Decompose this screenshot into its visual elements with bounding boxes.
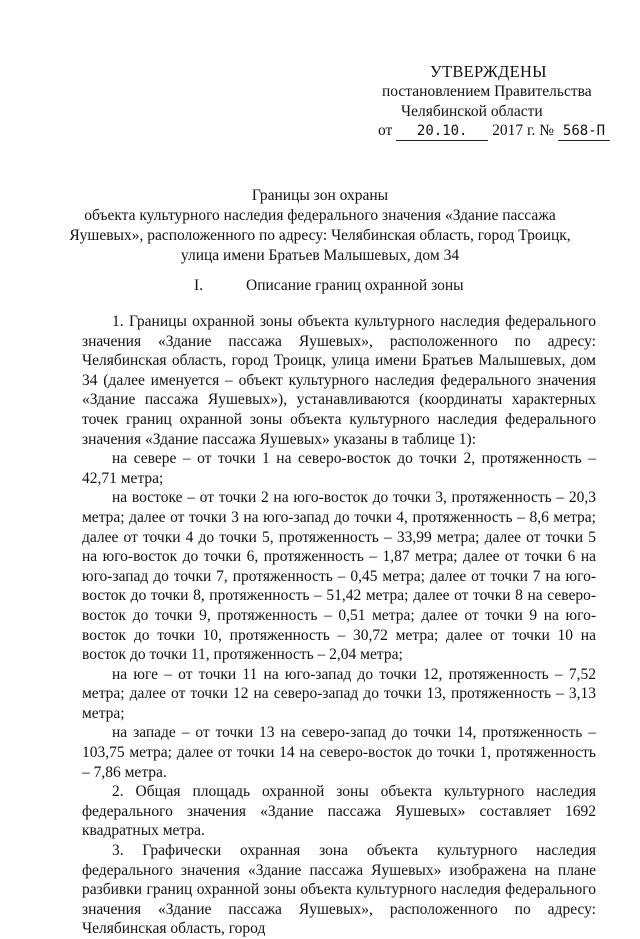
- approval-region-line: Челябинской области: [401, 103, 543, 120]
- date-prefix: от: [378, 122, 393, 139]
- year-text: 2017 г. №: [492, 122, 555, 139]
- approval-heading: УТВЕРЖДЕНЫ: [430, 62, 547, 81]
- approval-date-line: [378, 121, 610, 141]
- title-line-4: улица имени Братьев Малышевых, дом 34: [180, 247, 460, 264]
- document-title: [0, 186, 640, 266]
- date-value: 20.10.: [396, 123, 488, 141]
- title-line-2: объекта культурного наследия федерального значения «Здание пассажа: [84, 207, 556, 224]
- paragraph-west: на западе – от точки 13 на северо-запад до точки 14, протяженность – 103,75 метра; далее от точки 14 на северо-восток до точки 1, протяженность – 7,86 метра.: [82, 724, 596, 781]
- section-title: Описание границ охранной зоны: [246, 277, 464, 294]
- document-body: [82, 302, 596, 939]
- approval-issuer-line: постановлением Правительства: [382, 83, 592, 100]
- paragraph-2: 2. Общая площадь охранной зоны объекта культурного наследия федерального значения «Здание пассажа Яушевых» составляет 1692 квадратных метра.: [82, 783, 596, 840]
- paragraph-1: 1. Границы охранной зоны объекта культурного наследия федерального значения «Здание пассажа Яушевых», расположенного по адресу: Челябинская область, город Троицк, улица имени Братьев Малышевых, дом 34 (далее именуется – объект культурного наследия федерального значения «Здание пассажа Яушевых»), устанавливаются (координаты характерных точек границ охранной зоны объекта культурного наследия федерального значения «Здание пассажа Яушевых» указаны в таблице 1):: [82, 313, 596, 448]
- decree-number: 568-П: [558, 123, 610, 141]
- title-line-3: Яушевых», расположенного по адресу: Челябинская область, город Троицк,: [69, 227, 571, 244]
- title-line-1: Границы зон охраны: [251, 187, 389, 204]
- paragraph-north: на севере – от точки 1 на северо-восток до точки 2, протяженность – 42,71 метра;: [82, 450, 596, 487]
- paragraph-east: на востоке – от точки 2 на юго-восток до точки 3, протяженность – 20,3 метра; далее от точки 3 на юго-запад до точки 4, протяженность – 8,6 метра; далее от точки 4 до точки 5, протяженность – 33,99 метра; далее от точки 5 на юго-восток до точки 6, протяженность – 1,87 метра; далее от точки 6 на юго-запад до точки 7, протяженность – 0,45 метра; далее от точки 7 на юго-восток до точки 8, протяженность – 51,42 метра; далее от точки 8 на северо-восток до точки 9, протяженность – 0,51 метра; далее от точки 9 на юго-восток до точки 10, протяженность – 30,72 метра; далее от точки 10 на восток до точки 11, протяженность – 2,04 метра;: [82, 489, 596, 664]
- paragraph-south: на юге – от точки 11 на юго-запад до точки 12, протяженность – 7,52 метра; далее от точки 12 на северо-запад до точки 13, протяженность – 3,13 метра;: [82, 665, 596, 722]
- section-number: I.: [194, 277, 204, 294]
- paragraph-3: 3. Графически охранная зона объекта культурного наследия федерального значения «Здание пассажа Яушевых» изображена на плане разбивки границ охранной зоны объекта культурного наследия федерального значения «Здание пассажа Яушевых», расположенного по адресу: Челябинская область, город: [82, 842, 596, 938]
